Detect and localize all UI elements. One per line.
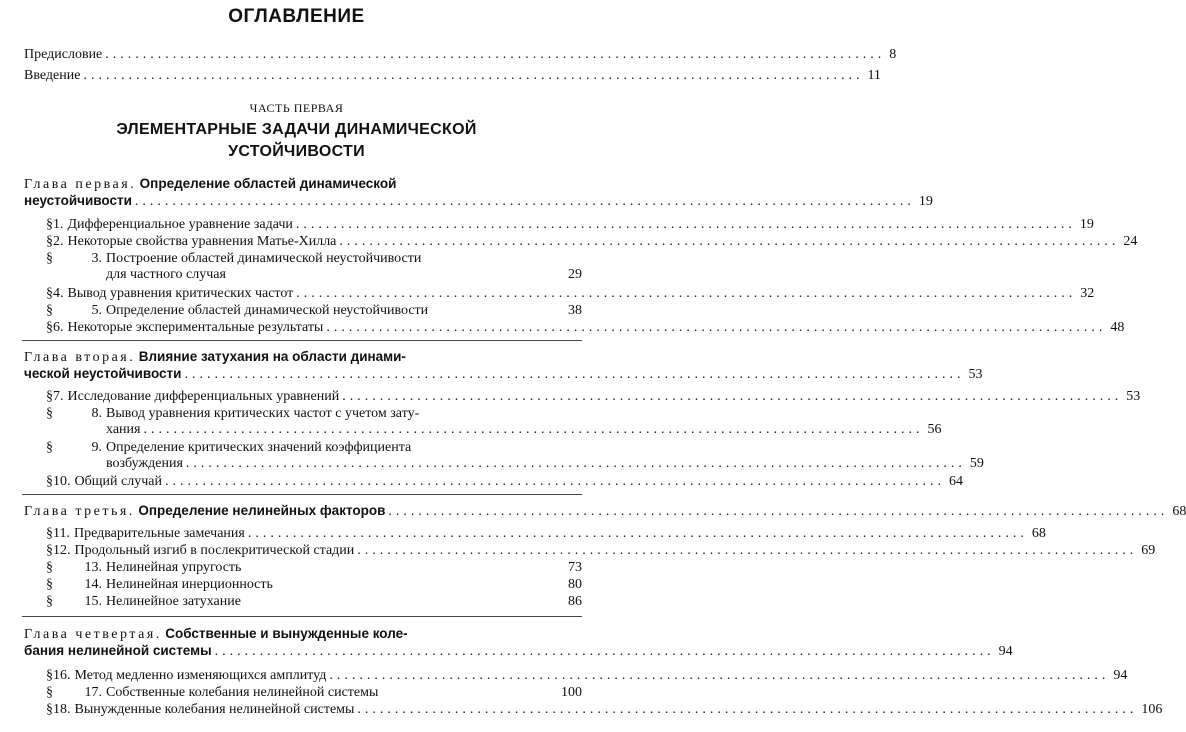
leader-dots: ........................................................................................................ — [214, 644, 995, 659]
page-number: 94 — [998, 644, 1013, 659]
chapter-title-cont: бания нелинейной системы — [24, 643, 212, 658]
section-sign: § — [46, 234, 53, 249]
section-number: 2. — [53, 234, 64, 249]
section-title: Продольный изгиб в послекритической стадии — [74, 543, 355, 558]
section-title: Вынужденные колебания нелинейной системы — [74, 702, 355, 717]
section-sign: § — [46, 303, 53, 318]
toc-entry-label: Предисловие — [24, 47, 103, 62]
section-number: 5. — [91, 303, 102, 318]
chapter-prefix: Глава вторая. — [24, 350, 136, 365]
section-sign: § — [46, 320, 53, 335]
chapter-heading-2[interactable] — [24, 349, 983, 383]
section-title: Определение областей динамической неустойчивости — [106, 303, 429, 318]
toc-entry-label: Введение — [24, 68, 81, 83]
leader-dots: ........................................................................................................ — [184, 367, 965, 382]
section-sign: § — [46, 251, 53, 266]
section-sign: § — [46, 594, 53, 609]
section-entry[interactable] — [46, 234, 1138, 250]
chapter-title-cont: ческой неустойчивости — [24, 366, 182, 381]
page-number: 80 — [568, 577, 582, 592]
section-number: 14. — [84, 577, 102, 592]
leader-dots: ........................................................................................................ — [295, 217, 1076, 232]
chapter-title-cont: неустойчивости — [24, 193, 132, 208]
section-number: 1. — [53, 217, 64, 232]
section-number: 15. — [84, 594, 102, 609]
page-number: 68 — [1172, 504, 1186, 519]
section-sign: § — [46, 474, 53, 489]
part-title-line: УСТОЙЧИВОСТИ — [228, 143, 365, 160]
section-sign: § — [46, 543, 53, 558]
section-title: Нелинейная инерционность — [106, 577, 273, 592]
section-number: 16. — [53, 668, 71, 683]
section-entry[interactable] — [46, 474, 963, 490]
section-number: 3. — [91, 251, 102, 266]
chapter-title: Определение нелинейных факторов — [138, 503, 386, 518]
section-title-cont: возбуждения — [106, 456, 183, 471]
page-number: 29 — [568, 267, 582, 282]
page-number: 100 — [561, 685, 582, 700]
chapter-heading-3[interactable] — [24, 503, 1186, 520]
page-title: ОГЛАВЛЕНИЕ — [228, 6, 365, 27]
section-entry[interactable] — [46, 668, 1128, 684]
section-sign: § — [46, 526, 53, 541]
page-number: 8 — [889, 47, 897, 62]
page-number: 11 — [867, 68, 881, 83]
section-number: 12. — [53, 543, 71, 558]
leader-dots: ........................................................................................................ — [143, 422, 924, 437]
section-title: Собственные колебания нелинейной системы — [106, 685, 379, 700]
page-number: 53 — [968, 367, 983, 382]
page-number: 64 — [948, 474, 963, 489]
section-entry[interactable] — [46, 389, 1141, 405]
section-title: Вывод уравнения критических частот — [67, 286, 294, 301]
leader-dots: ........................................................................................................ — [134, 194, 915, 209]
section-sign: § — [46, 668, 53, 683]
toc-entry-introduction[interactable] — [24, 68, 881, 84]
section-number: 9. — [91, 440, 102, 455]
section-title: Некоторые экспериментальные результаты — [67, 320, 324, 335]
section-entry[interactable] — [46, 406, 942, 438]
section-entry[interactable] — [46, 440, 984, 472]
section-entry[interactable] — [46, 251, 582, 283]
leader-dots: ........................................................................................................ — [388, 504, 1169, 519]
section-number: 18. — [53, 702, 71, 717]
section-entry[interactable] — [46, 526, 1046, 542]
section-title: Исследование дифференциальных уравнений — [67, 389, 340, 404]
section-title: Предварительные замечания — [73, 526, 245, 541]
chapter-prefix: Глава первая. — [24, 177, 137, 192]
section-sign: § — [46, 406, 53, 421]
section-sign: § — [46, 560, 53, 575]
section-number: 6. — [53, 320, 64, 335]
part-title-line: ЭЛЕМЕНТАРНЫЕ ЗАДАЧИ ДИНАМИЧЕСКОЙ — [116, 121, 477, 138]
leader-dots: ........................................................................................................ — [326, 320, 1107, 335]
section-entry[interactable] — [46, 286, 1095, 302]
section-entry[interactable] — [46, 685, 582, 701]
section-title: Построение областей динамической неустойчивости — [106, 251, 422, 266]
section-number: 10. — [53, 474, 71, 489]
chapter-prefix: Глава четвертая. — [24, 627, 162, 642]
section-title: Определение критических значений коэффициента — [106, 440, 412, 455]
leader-dots: ........................................................................................................ — [357, 543, 1138, 558]
chapter-heading-1[interactable] — [24, 176, 933, 210]
section-number: 11. — [53, 526, 70, 541]
section-sign: § — [46, 286, 53, 301]
page-number: 56 — [927, 422, 942, 437]
page-number: 73 — [568, 560, 582, 575]
part-label: ЧАСТЬ ПЕРВАЯ — [249, 101, 344, 115]
divider — [22, 340, 582, 341]
chapter-prefix: Глава третья. — [24, 504, 135, 519]
section-title: Нелинейная упругость — [106, 560, 242, 575]
leader-dots: ........................................................................................................ — [83, 68, 864, 83]
leader-dots: ........................................................................................................ — [185, 456, 966, 471]
section-number: 8. — [91, 406, 102, 421]
section-entry[interactable] — [46, 217, 1094, 233]
leader-dots: ........................................................................................................ — [357, 702, 1138, 717]
page-number: 19 — [1079, 217, 1094, 232]
section-sign: § — [46, 389, 53, 404]
chapter-title: Влияние затухания на области динами- — [138, 349, 406, 364]
page-number: 94 — [1113, 668, 1128, 683]
page-number: 53 — [1126, 389, 1141, 404]
leader-dots: ........................................................................................................ — [247, 526, 1028, 541]
page-number: 48 — [1110, 320, 1125, 335]
section-title: Дифференциальное уравнение задачи — [67, 217, 293, 232]
divider — [22, 616, 582, 617]
page-number: 68 — [1031, 526, 1046, 541]
toc-entry-preface[interactable] — [24, 47, 897, 63]
section-title: Нелинейное затухание — [106, 594, 241, 609]
section-entry[interactable] — [46, 577, 582, 593]
part-title — [0, 119, 593, 163]
section-sign: § — [46, 217, 53, 232]
leader-dots: ........................................................................................................ — [342, 389, 1123, 404]
section-entry[interactable] — [46, 303, 582, 319]
leader-dots: ........................................................................................................ — [164, 474, 945, 489]
section-sign: § — [46, 702, 53, 717]
page-number: 86 — [568, 594, 582, 609]
section-entry[interactable] — [46, 320, 1125, 336]
section-title-cont: для частного случая — [106, 267, 226, 282]
section-entry[interactable] — [46, 594, 582, 610]
section-title: Вывод уравнения критических частот с учетом зату- — [106, 406, 420, 421]
leader-dots: ........................................................................................................ — [105, 47, 886, 62]
page-number: 59 — [969, 456, 984, 471]
chapter-title: Собственные и вынужденные коле- — [165, 626, 408, 641]
page-number: 19 — [918, 194, 933, 209]
section-title: Метод медленно изменяющихся амплитуд — [74, 668, 327, 683]
section-sign: § — [46, 577, 53, 592]
section-number: 17. — [84, 685, 102, 700]
page-number: 38 — [568, 303, 582, 318]
page-number: 106 — [1141, 702, 1163, 717]
page-number: 69 — [1141, 543, 1156, 558]
section-number: 13. — [84, 560, 102, 575]
section-entry[interactable] — [46, 702, 1163, 718]
divider — [22, 494, 582, 495]
section-entry[interactable] — [46, 543, 1156, 559]
leader-dots: ........................................................................................................ — [329, 668, 1110, 683]
leader-dots: ........................................................................................................ — [339, 234, 1120, 249]
section-entry[interactable] — [46, 560, 582, 576]
section-number: 7. — [53, 389, 64, 404]
leader-dots: ........................................................................................................ — [296, 286, 1077, 301]
chapter-heading-4[interactable] — [24, 626, 1013, 660]
section-title-cont: хания — [106, 422, 141, 437]
section-title: Общий случай — [74, 474, 162, 489]
section-sign: § — [46, 440, 53, 455]
section-number: 4. — [53, 286, 64, 301]
chapter-title: Определение областей динамической — [139, 176, 397, 191]
section-title: Некоторые свойства уравнения Матье-Хилла — [67, 234, 337, 249]
section-sign: § — [46, 685, 53, 700]
page-number: 24 — [1123, 234, 1138, 249]
page-number: 32 — [1080, 286, 1095, 301]
